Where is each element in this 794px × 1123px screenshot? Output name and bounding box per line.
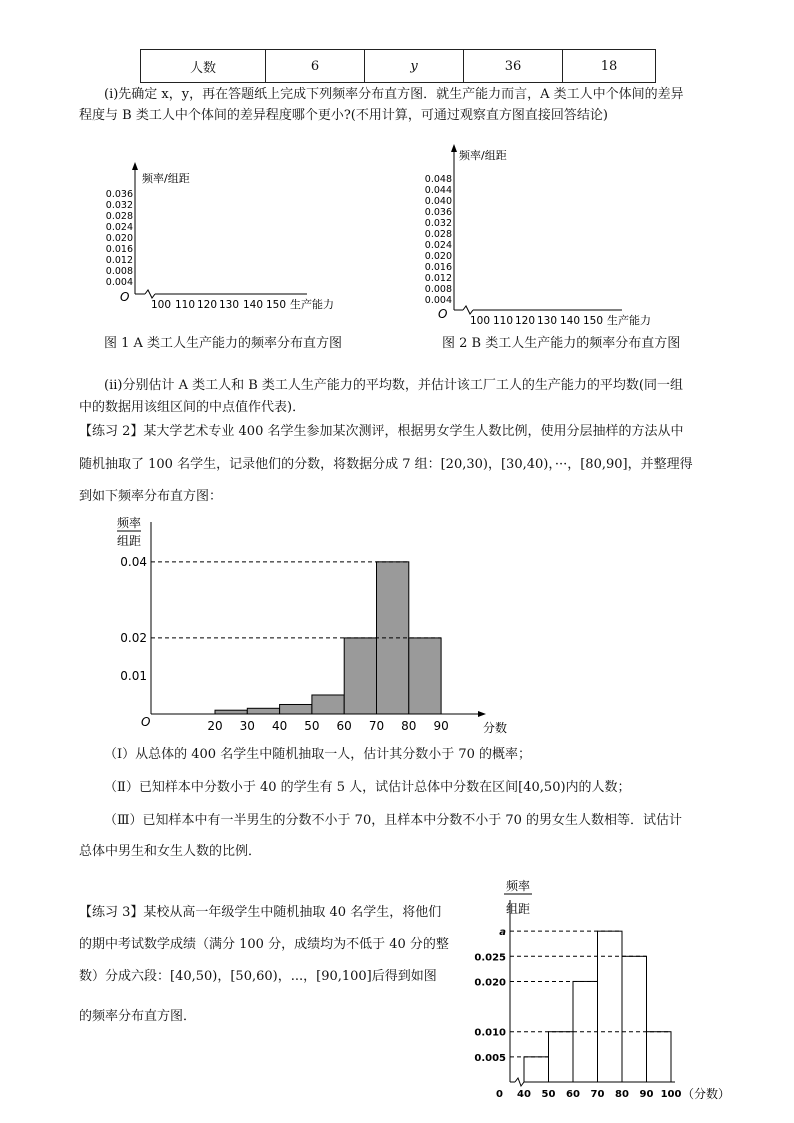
x-tick-label: 40 — [271, 719, 288, 733]
histogram-bar — [598, 931, 623, 1082]
table-cell: 6 — [266, 50, 365, 83]
x-tick-label: 50 — [541, 1089, 556, 1100]
exercise-3-line3: 数）分成六段：[40,50)，[50,60)，...，[90,100]后得到如图 — [79, 969, 437, 984]
x-tick-label: 120 — [196, 299, 218, 311]
histogram-bar — [409, 638, 441, 714]
x-tick-label: 140 — [559, 315, 581, 327]
x-tick-label: 150 — [265, 299, 287, 311]
y-tick-label: 0.012 — [105, 255, 133, 266]
x-tick-label: 140 — [242, 299, 264, 311]
exercise-3-line1: 【练习 3】某校从高一年级学生中随机抽取 40 名学生，将他们 — [79, 905, 442, 920]
y-tick-label: 0.005 — [474, 1052, 506, 1064]
x-tick-label: 100 — [469, 315, 491, 327]
y-tick-label: 0.01 — [120, 668, 147, 683]
y-label-top: 频率 — [505, 879, 531, 893]
y-tick-label: 0.010 — [474, 1027, 506, 1039]
y-tick-label: 0.040 — [424, 196, 452, 207]
y-tick-label: 0.020 — [474, 977, 506, 989]
table-cell: 18 — [563, 50, 656, 83]
exercise-2-question-1: （Ⅰ）从总体的 400 名学生中随机抽取一人，估计其分数小于 70 的概率； — [104, 747, 532, 762]
y-label: 频率/组距 — [459, 149, 507, 162]
exercise-2-line1: 【练习 2】某大学艺术专业 400 名学生参加某次测评，根据男女学生人数比例，使用分层抽样的方法从中 — [79, 424, 684, 439]
exercise-2-question-2: （Ⅱ）已知样本中分数小于 40 的学生有 5 人，试估计总体中分数在区间[40,50)内的人数； — [104, 780, 631, 795]
histogram-bar — [280, 704, 312, 714]
y-label-bottom: 组距 — [505, 902, 531, 916]
x-tick-label: 80 — [401, 719, 417, 733]
x-tick-label: 130 — [536, 315, 558, 327]
x-tick-label: 60 — [566, 1089, 580, 1100]
y-tick-label: 0.028 — [424, 229, 452, 240]
y-label: 频率/组距 — [142, 172, 190, 185]
histogram-bar — [622, 956, 647, 1082]
origin-label: O — [120, 290, 130, 304]
table-row — [141, 50, 656, 83]
figure-1-caption: 图 1 A 类工人生产能力的频率分布直方图 — [104, 336, 343, 351]
x-tick-label: 90 — [433, 719, 449, 733]
x-tick-label: 60 — [336, 719, 352, 733]
histogram-bar — [312, 695, 344, 714]
figure-2-axes — [410, 142, 690, 334]
y-tick-label: 0.020 — [105, 233, 133, 244]
histogram-bar — [524, 1057, 549, 1082]
y-tick-label: 0.032 — [424, 218, 452, 229]
x-axis-arrow — [478, 711, 486, 717]
x-tick-label: 30 — [239, 719, 255, 733]
histogram-bar — [549, 1032, 574, 1082]
table-cell: y — [365, 50, 464, 83]
y-axis-arrow — [132, 162, 138, 170]
x-label: （分数） — [682, 1087, 731, 1101]
x-tick-label: 100 — [660, 1089, 682, 1100]
exercise-2-line3: 到如下频率分布直方图： — [79, 489, 223, 504]
y-tick-label: a — [499, 927, 506, 939]
y-axis-arrow — [451, 144, 457, 152]
axis-break — [145, 290, 155, 298]
exercise-3-line2: 的期中考试数学成绩（满分 100 分，成绩均为不低于 40 分的整 — [79, 937, 449, 952]
x-tick-label: 80 — [615, 1089, 629, 1100]
y-tick-label: 0.024 — [424, 240, 452, 251]
x-tick-label: 20 — [207, 719, 223, 733]
y-tick-label: 0.024 — [105, 222, 133, 233]
y-tick-label: 0.016 — [424, 262, 452, 273]
y-label-top: 频率 — [116, 516, 142, 530]
figure-2-caption: 图 2 B 类工人生产能力的频率分布直方图 — [442, 336, 681, 351]
y-tick-label: 0.04 — [120, 554, 147, 569]
axis-break — [515, 1078, 524, 1086]
question-i-line2: 程度与 B 类工人中个体间的差异程度哪个更小?(不用计算，可通过观察直方图直接回答结论) — [79, 108, 608, 123]
y-tick-label: 0.025 — [474, 952, 506, 964]
histogram-bar — [215, 710, 247, 714]
question-i-line1: (i)先确定 x，y，再在答题纸上完成下列频率分布直方图．就生产能力而言，A 类工人中个体间的差异 — [104, 87, 684, 102]
y-tick-label: 0.044 — [424, 185, 452, 196]
y-tick-label: 0.008 — [105, 266, 133, 277]
y-tick-label: 0.036 — [424, 207, 452, 218]
y-tick-label: 0.036 — [105, 189, 133, 200]
exercise-2-question-3b: 总体中男生和女生人数的比例． — [79, 844, 262, 859]
x-tick-label: 70 — [590, 1089, 605, 1100]
x-tick-label: 50 — [304, 719, 320, 733]
x-tick-label: 90 — [639, 1089, 654, 1100]
x-tick-label: 150 — [582, 315, 604, 327]
question-ii-line1: (ii)分别估计 A 类工人和 B 类工人生产能力的平均数，并估计该工厂工人的生产能力的平均数(同一组 — [104, 378, 684, 393]
origin-label: O — [438, 307, 448, 321]
exercise-3-histogram — [470, 875, 770, 1110]
exercise-2-histogram — [105, 512, 525, 737]
x-tick-label: 120 — [514, 315, 536, 327]
histogram-bar — [247, 708, 279, 714]
y-tick-label: 0.020 — [424, 251, 452, 262]
exercise-2-line2: 随机抽取了 100 名学生，记录他们的分数，将数据分成 7 组：[20,30)，[30,40)，···，[80,90]，并整理得 — [79, 457, 693, 472]
y-tick-label: 0.004 — [424, 295, 452, 306]
x-label: 生产能力 — [607, 314, 651, 327]
y-tick-label: 0.02 — [120, 630, 147, 645]
x-label: 分数 — [483, 721, 508, 735]
y-label-bottom: 组距 — [116, 534, 142, 548]
y-tick-label: 0.028 — [105, 211, 133, 222]
x-tick-label: 110 — [174, 299, 196, 311]
x-tick-label: 110 — [492, 315, 514, 327]
y-tick-label: 0.032 — [105, 200, 133, 211]
origin-label: 0 — [496, 1089, 503, 1100]
y-tick-label: 0.004 — [105, 277, 133, 288]
x-tick-label: 130 — [218, 299, 240, 311]
axis-break — [463, 306, 473, 314]
x-label: 生产能力 — [290, 298, 334, 311]
table-cell: 人数 — [141, 50, 266, 83]
y-tick-label: 0.016 — [105, 244, 133, 255]
figure-1-axes — [95, 160, 370, 320]
table-cell: 36 — [464, 50, 563, 83]
y-tick-label: 0.012 — [424, 273, 452, 284]
histogram-bar — [647, 1032, 672, 1082]
x-tick-label: 40 — [517, 1089, 531, 1100]
exercise-3-line4: 的频率分布直方图． — [79, 1009, 197, 1024]
exercise-2-question-3a: （Ⅲ）已知样本中有一半男生的分数不小于 70，且样本中分数不小于 70 的男女生人数相等．试估计 — [104, 813, 683, 828]
question-ii-line2: 中的数据用该组区间的中点值作代表)． — [79, 400, 306, 415]
histogram-bar — [344, 638, 376, 714]
origin-label: O — [141, 715, 151, 729]
x-tick-label: 70 — [368, 719, 385, 733]
y-tick-label: 0.008 — [424, 284, 452, 295]
x-tick-label: 100 — [150, 299, 172, 311]
y-tick-label: 0.048 — [424, 174, 452, 185]
count-table — [140, 49, 656, 83]
